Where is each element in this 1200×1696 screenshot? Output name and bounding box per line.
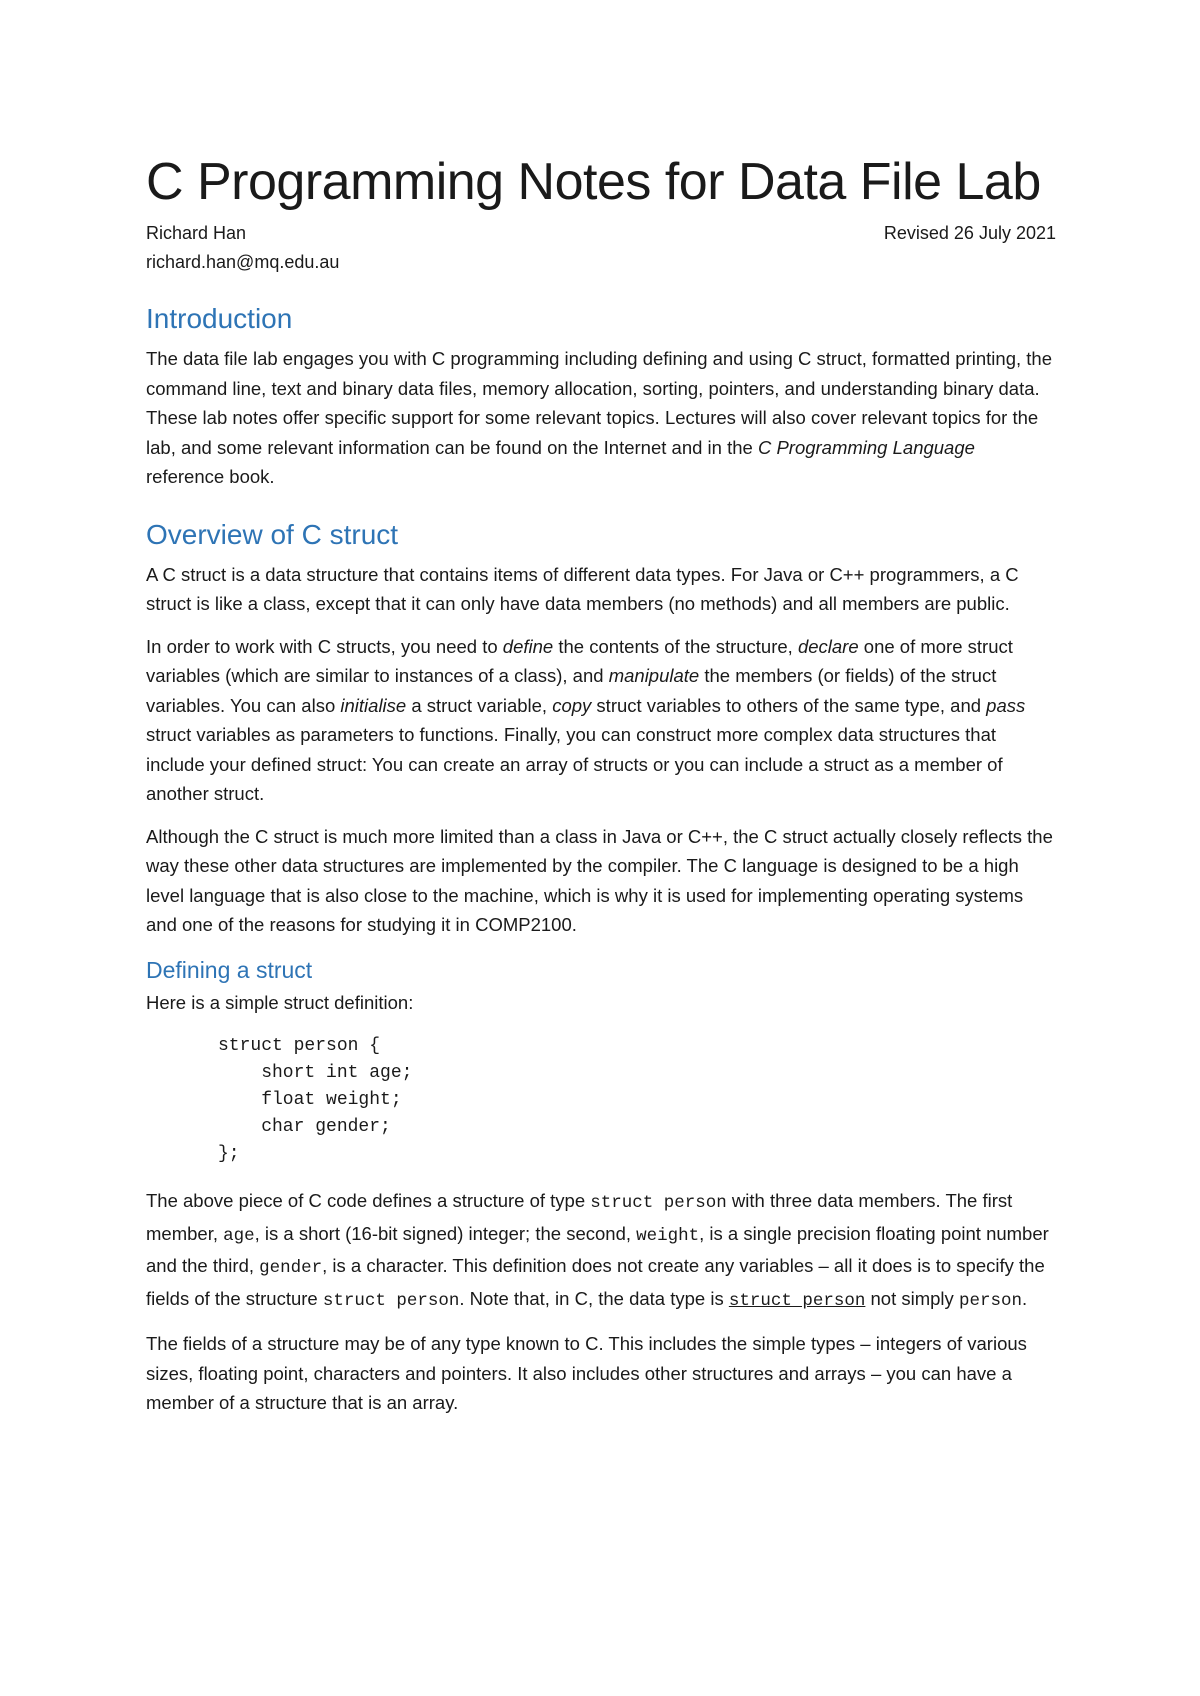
- emphasis: pass: [986, 694, 1026, 716]
- overview-paragraph-2: [146, 632, 1056, 809]
- text-run: , is a character. This definition does not create any variables – all it does is to specify the fields of the structure: [146, 1255, 1045, 1309]
- document-content: [146, 150, 1056, 1431]
- revision-date: Revised 26 July 2021: [883, 223, 1056, 243]
- inline-code: weight: [636, 1225, 700, 1246]
- overview-paragraph-3: Although the C struct is much more limited than a class in Java or C++, the C struct actually closely reflects the way these other data structures are implemented by the compiler. The C language is designed to be a high level language that is also close to the machine, which is why it is used for implementing operating systems and one of the reasons for studying it in COMP2100.: [146, 825, 1053, 935]
- author-row: [146, 218, 1056, 248]
- document-title: C Programming Notes for Data File Lab: [146, 153, 1041, 211]
- author-name: Richard Han: [146, 223, 247, 243]
- inline-code: person: [958, 1290, 1022, 1311]
- defining-intro: Here is a simple struct definition:: [146, 991, 414, 1013]
- inline-code-underlined: struct person: [728, 1290, 866, 1311]
- emphasis: initialise: [340, 694, 407, 716]
- book-title: C Programming Language: [757, 436, 975, 458]
- text-run: .: [1021, 1287, 1028, 1309]
- inline-code: age: [223, 1225, 255, 1246]
- text-run: , is a short (16-bit signed) integer; the second,: [254, 1222, 637, 1244]
- inline-code: struct person: [590, 1193, 727, 1213]
- inline-code: gender: [259, 1258, 323, 1278]
- text-run: The data file lab engages you with C programming including defining and using C struct, formatted printing, the command line, text and binary data files, memory allocation, sorting, pointers, and understanding binary data. These lab notes offer specific support for some relevant topics. Lectures will also cover relevant topics for the lab, and some relevant information can be found on the Internet and in the: [146, 348, 1052, 458]
- intro-paragraph: [146, 344, 1056, 492]
- heading-introduction: Introduction: [146, 303, 293, 334]
- emphasis: define: [502, 635, 554, 657]
- heading-defining-struct: Defining a struct: [146, 956, 313, 983]
- text-run: with three data members. The first member,: [146, 1190, 1013, 1244]
- overview-paragraph-1: A C struct is a data structure that contains items of different data types. For Java or C++ programmers, a C struct is like a class, except that it can only have data members (no methods) and all members are public.: [146, 563, 1019, 614]
- text-run: the contents of the structure,: [553, 635, 798, 657]
- text-run: struct variables to others of the same type, and: [591, 694, 987, 716]
- text-run: the members (or fields) of the struct variables. You can also: [146, 665, 997, 716]
- defining-paragraph-2: The fields of a structure may be of any type known to C. This includes the simple types – integers of various sizes, floating point, characters and pointers. It also includes other structures and arrays – you can have a member of a structure that is an array.: [146, 1333, 1027, 1413]
- emphasis: copy: [552, 694, 592, 716]
- text-run: a struct variable,: [406, 694, 553, 716]
- emphasis: declare: [797, 635, 859, 657]
- defining-paragraph-1: [146, 1186, 1056, 1316]
- code-block: struct person { short int age; float weight; char gender; };: [218, 1036, 413, 1164]
- text-run: reference book.: [146, 466, 275, 487]
- text-run: In order to work with C structs, you need to: [146, 635, 503, 657]
- emphasis: manipulate: [608, 665, 700, 686]
- heading-overview: Overview of C struct: [146, 518, 399, 550]
- author-email: richard.han@mq.edu.au: [146, 252, 340, 272]
- text-run: . Note that, in C, the data type is: [459, 1287, 729, 1309]
- inline-code: struct person: [322, 1290, 460, 1311]
- text-run: struct variables as parameters to functions. Finally, you can construct more complex data structures that include your defined struct: You can create an array of structs or you can include a struct as a member of another struct.: [146, 724, 1003, 804]
- text-run: not simply: [865, 1287, 959, 1309]
- text-run: , is a single precision floating point number and the third,: [146, 1222, 1049, 1276]
- text-run: The above piece of C code defines a structure of type: [146, 1190, 591, 1211]
- text-run: one of more struct variables (which are similar to instances of a class), and: [146, 635, 1013, 686]
